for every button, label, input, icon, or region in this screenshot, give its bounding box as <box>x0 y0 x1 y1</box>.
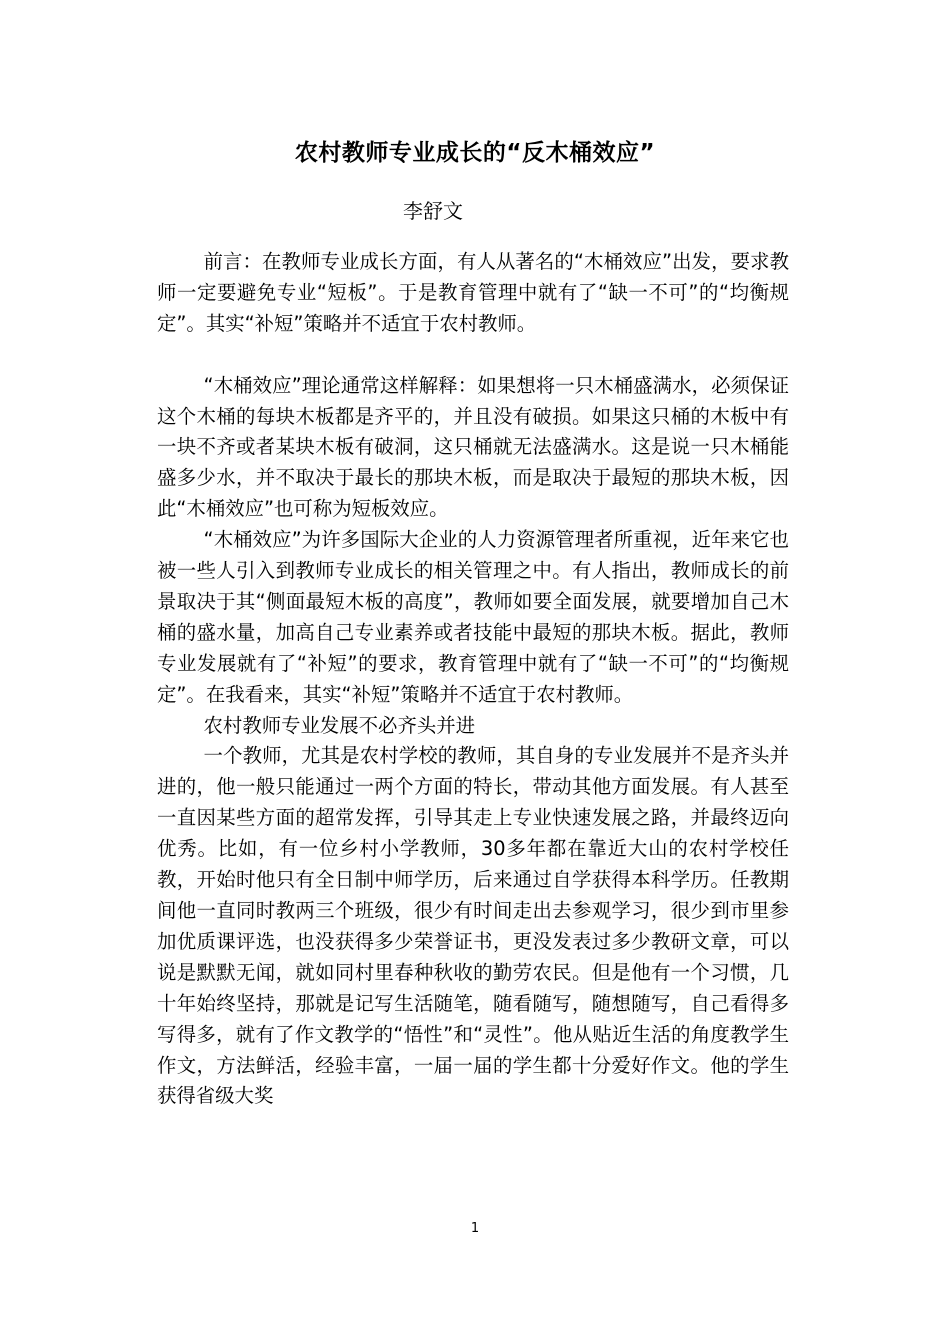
page-number: 1 <box>470 1221 480 1236</box>
paragraph-barrel-effect-definition: “木桶效应”理论通常这样解释：如果想将一只木桶盛满水，必须保证这个木桶的每块木板都是齐平的，并且没有破损。如果这只桶的木板中有一块不齐或者某块木板有破洞，这只桶就无法盛满水。这是说一只木桶能盛多少水，并不取决于最长的那块木板，而是取决于最短的那块木板，因此“木桶效应”也可称为短板效应。 <box>157 373 789 521</box>
document-body <box>157 247 789 1112</box>
document-title: 农村教师专业成长的“反木桶效应” <box>294 140 656 166</box>
paragraph-preface: 前言：在教师专业成长方面，有人从著名的“木桶效应”出发，要求教师一定要避免专业“短板”。于是教育管理中就有了“缺一不可”的“均衡规定”。其实“补短”策略并不适宜于农村教师。 <box>157 250 789 335</box>
paragraph-rural-teacher-example: 一个教师，尤其是农村学校的教师，其自身的专业发展并不是齐头并进的，他一般只能通过一两个方面的特长，带动其他方面发展。有人甚至一直因某些方面的超常发挥，引导其走上专业快速发展之路，并最终迈向优秀。比如，有一位乡村小学教师，30多年都在靠近大山的农村学校任教，开始时他只有全日制中师学历，后来通过自学获得本科学历。任教期间他一直同时教两三个班级，很少有时间走出去参观学习，很少到市里参加优质课评选，也没获得多少荣誉证书，更没发表过多少教研文章，可以说是默默无闻，就如同村里春种秋收的勤劳农民。但是他有一个习惯，几十年始终坚持，那就是记写生活随笔，随看随写，随想随写，自己看得多写得多，就有了作文教学的“悟性”和“灵性”。他从贴近生活的角度教学生作文，方法鲜活，经验丰富，一届一届的学生都十分爱好作文。他的学生获得省级大奖 <box>157 744 789 1108</box>
author-name: 李舒文 <box>403 199 463 223</box>
paragraph-barrel-effect-management: “木桶效应”为许多国际大企业的人力资源管理者所重视，近年来它也被一些人引入到教师专业成长的相关管理之中。有人指出，教师成长的前景取决于其“侧面最短木板的高度”，教师如要全面发展，就要增加自己木桶的盛水量，加高自己专业素养或者技能中最短的那块木板。据此，教师专业发展就有了“补短”的要求，教育管理中就有了“缺一不可”的“均衡规定”。在我看来，其实“补短”策略并不适宜于农村教师。 <box>157 528 789 706</box>
section-heading: 农村教师专业发展不必齐头并进 <box>203 713 476 737</box>
